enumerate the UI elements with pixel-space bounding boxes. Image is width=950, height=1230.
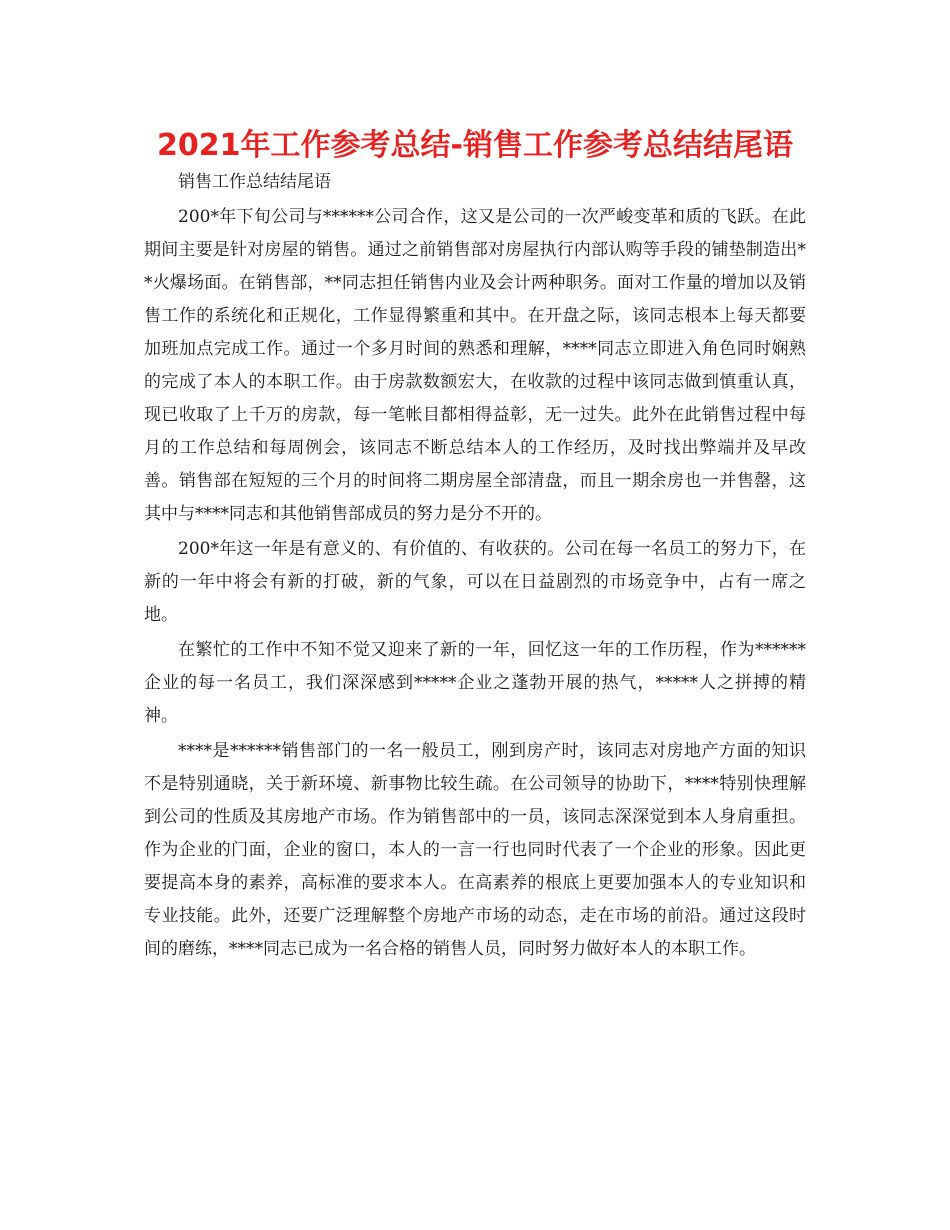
document-title: 2021年工作参考总结-销售工作参考总结结尾语 bbox=[157, 128, 793, 163]
body-paragraph: 在繁忙的工作中不知不觉又迎来了新的一年，回忆这一年的工作历程，作为******企业的每一名员工，我们深深感到*****企业之蓬勃开展的热气，*****人之拼搏的精神。 bbox=[144, 640, 806, 726]
document-body bbox=[144, 166, 806, 966]
body-paragraph: 200*年下旬公司与******公司合作，这又是公司的一次严峻变革和质的飞跃。在此期间主要是针对房屋的销售。通过之前销售部对房屋执行内部认购等手段的铺垫制造出**火爆场面。在销售部，**同志担任销售内业及会计两种职务。面对工作量的增加以及销售工作的系统化和正规化，工作显得繁重和其中。在开盘之际，该同志根本上每天都要加班加点完成工作。通过一个多月时间的熟悉和理解，****同志立即进入角色同时娴熟的完成了本人的本职工作。由于房款数额宏大，在收款的过程中该同志做到慎重认真，现已收取了上千万的房款，每一笔帐目都相得益彰，无一过失。此外在此销售过程中每月的工作总结和每周例会，该同志不断总结本人的工作经历，及时找出弊端并及早改善。销售部在短短的三个月的时间将二期房屋全部清盘，而且一期余房也一并售罄，这其中与****同志和其他销售部成员的努力是分不开的。 bbox=[144, 207, 806, 524]
body-paragraph: ****是******销售部门的一名一般员工，刚到房产时，该同志对房地产方面的知识不是特别通晓，关于新环境、新事物比较生疏。在公司领导的协助下，****特别快理解到公司的性质及其房地产市场。作为销售部中的一员，该同志深深觉到本人身肩重担。作为企业的门面，企业的窗口，本人的一言一行也同时代表了一个企业的形象。因此更要提高本身的素养，高标准的要求本人。在高素养的根底上更要加强本人的专业知识和专业技能。此外，还要广泛理解整个房地产市场的动态，走在市场的前沿。通过这段时间的磨练，****同志已成为一名合格的销售人员，同时努力做好本人的本职工作。 bbox=[144, 741, 806, 959]
document-subtitle: 销售工作总结结尾语 bbox=[178, 172, 331, 192]
body-paragraph: 200*年这一年是有意义的、有价值的、有收获的。公司在每一名员工的努力下，在新的一年中将会有新的打破，新的气象，可以在日益剧烈的市场竞争中，占有一席之地。 bbox=[144, 539, 806, 625]
